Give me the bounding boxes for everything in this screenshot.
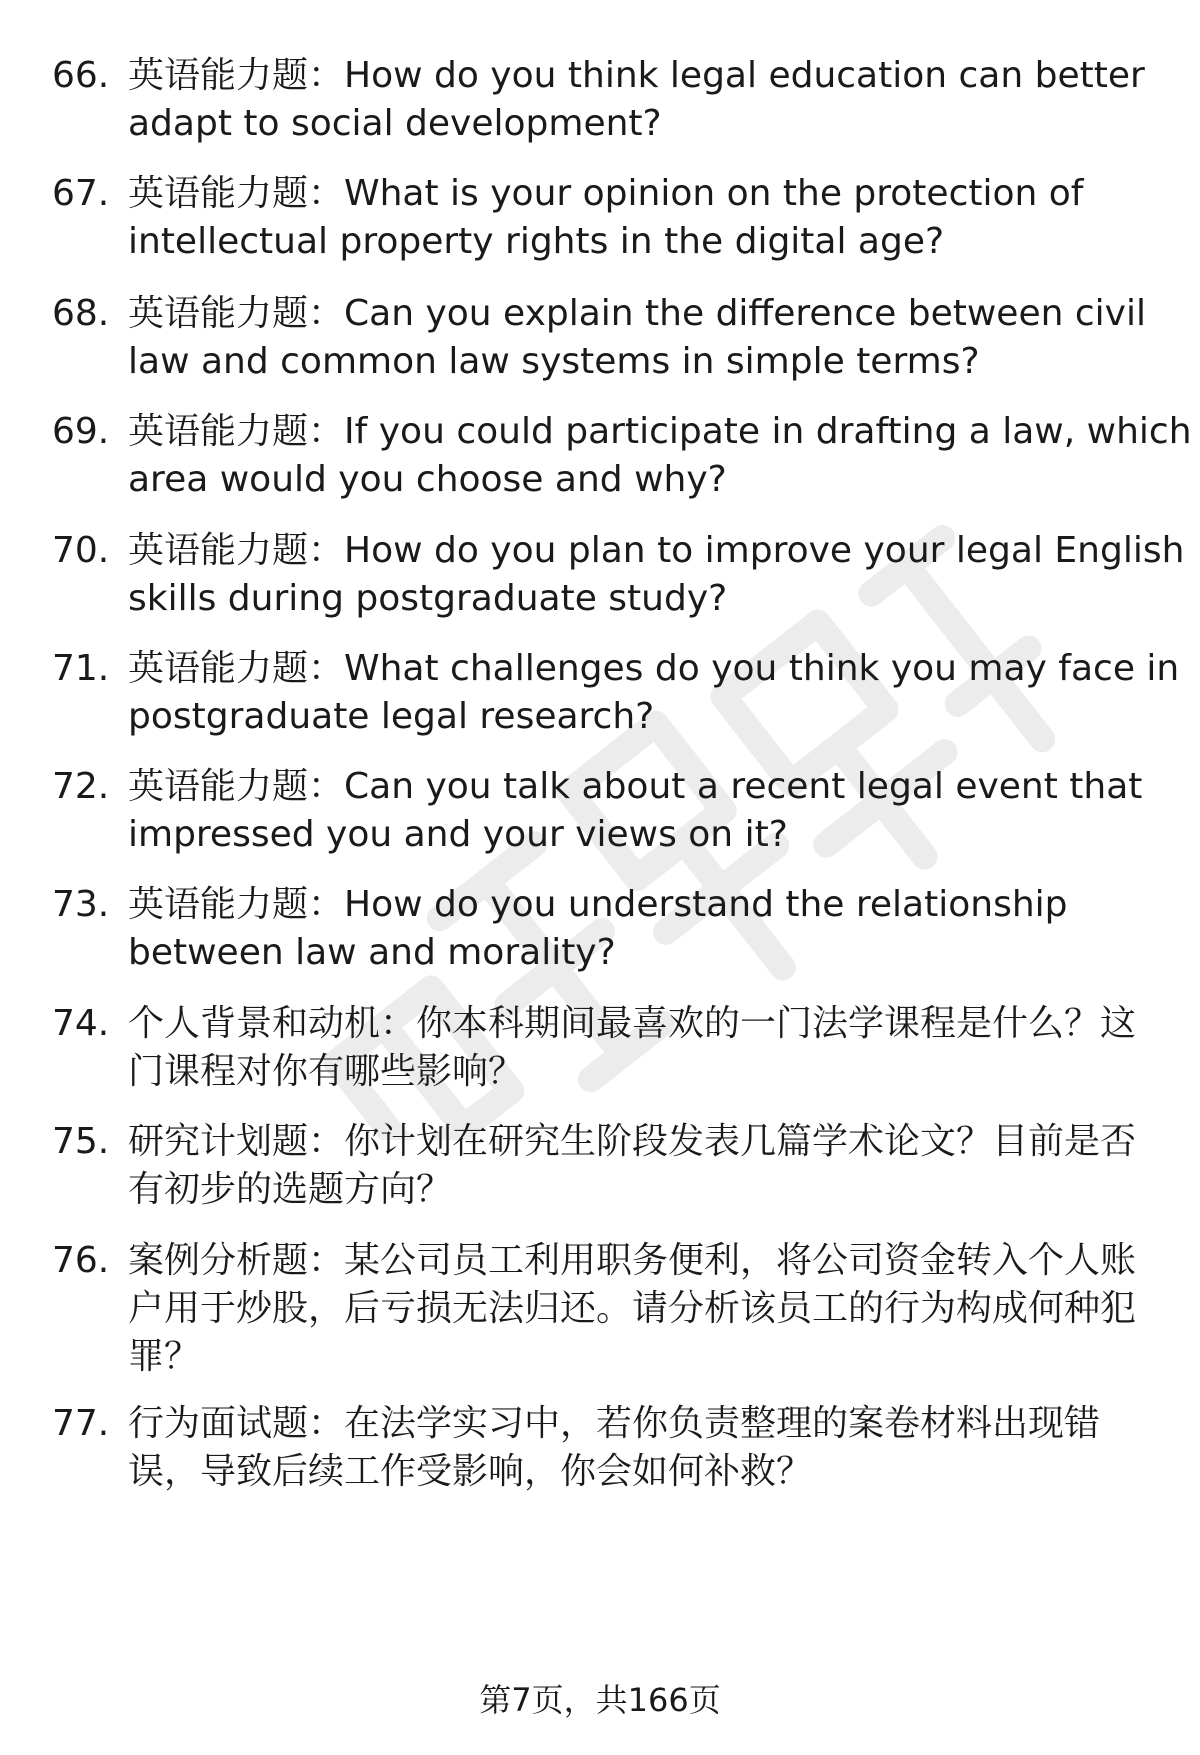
question-number: 68. bbox=[52, 293, 110, 334]
question-line: 行为面试题：在法学实习中，若你负责整理的案卷材料出现错 bbox=[128, 1403, 1101, 1444]
question-text bbox=[128, 408, 1192, 504]
question-text bbox=[128, 290, 1168, 386]
question-number: 66. bbox=[52, 55, 110, 96]
question-number: 74. bbox=[52, 1003, 110, 1044]
question-line: adapt to social development? bbox=[128, 103, 662, 144]
question-text bbox=[128, 170, 1168, 266]
question-line: law and common law systems in simple terms? bbox=[128, 341, 980, 382]
question-text bbox=[128, 52, 1168, 148]
page-footer: 第7页，共166页 bbox=[479, 1681, 721, 1719]
question-line: 英语能力题：What is your opinion on the protection of bbox=[128, 173, 1084, 214]
question-text bbox=[128, 527, 1185, 623]
question-line: area would you choose and why? bbox=[128, 459, 727, 500]
question-number: 73. bbox=[52, 884, 110, 925]
question-text bbox=[128, 1237, 1168, 1381]
question-number: 69. bbox=[52, 411, 110, 452]
question-number: 67. bbox=[52, 173, 110, 214]
question-line: 罪？ bbox=[128, 1336, 201, 1377]
question-text bbox=[128, 763, 1168, 859]
question-number: 77. bbox=[52, 1403, 110, 1444]
question-line: 英语能力题：How do you plan to improve your legal English bbox=[128, 530, 1185, 571]
question-line: skills during postgraduate study? bbox=[128, 578, 728, 619]
question-line: postgraduate legal research? bbox=[128, 696, 655, 737]
question-line: 门课程对你有哪些影响？ bbox=[128, 1051, 525, 1092]
question-line: between law and morality? bbox=[128, 932, 616, 973]
question-number: 75. bbox=[52, 1121, 110, 1162]
question-number: 76. bbox=[52, 1240, 110, 1281]
question-line: 英语能力题：How do you think legal education can better bbox=[128, 55, 1145, 96]
question-line: 英语能力题：If you could participate in drafting a law, which bbox=[128, 411, 1192, 452]
question-line: impressed you and your views on it? bbox=[128, 814, 788, 855]
question-number: 72. bbox=[52, 766, 110, 807]
question-line: 个人背景和动机：你本科期间最喜欢的一门法学课程是什么？这 bbox=[128, 1003, 1137, 1044]
question-line: 有初步的选题方向？ bbox=[128, 1169, 453, 1210]
question-line: 误，导致后续工作受影响，你会如何补救？ bbox=[128, 1451, 813, 1492]
question-line: 英语能力题：Can you talk about a recent legal event that bbox=[128, 766, 1143, 807]
question-text bbox=[128, 881, 1168, 977]
question-line: 户用于炒股，后亏损无法归还。请分析该员工的行为构成何种犯 bbox=[128, 1288, 1137, 1329]
question-line: 英语能力题：Can you explain the difference between civil bbox=[128, 293, 1146, 334]
question-text bbox=[128, 1000, 1168, 1096]
question-line: 英语能力题：What challenges do you think you may face in bbox=[128, 648, 1180, 689]
question-line: intellectual property rights in the digital age? bbox=[128, 221, 945, 262]
question-text bbox=[128, 645, 1180, 741]
question-number: 70. bbox=[52, 530, 110, 571]
question-text bbox=[128, 1400, 1168, 1496]
question-line: 研究计划题：你计划在研究生阶段发表几篇学术论文？目前是否 bbox=[128, 1121, 1137, 1162]
question-text bbox=[128, 1118, 1168, 1214]
question-number: 71. bbox=[52, 648, 110, 689]
question-line: 英语能力题：How do you understand the relationship bbox=[128, 884, 1068, 925]
question-line: 案例分析题：某公司员工利用职务便利，将公司资金转入个人账 bbox=[128, 1240, 1137, 1281]
